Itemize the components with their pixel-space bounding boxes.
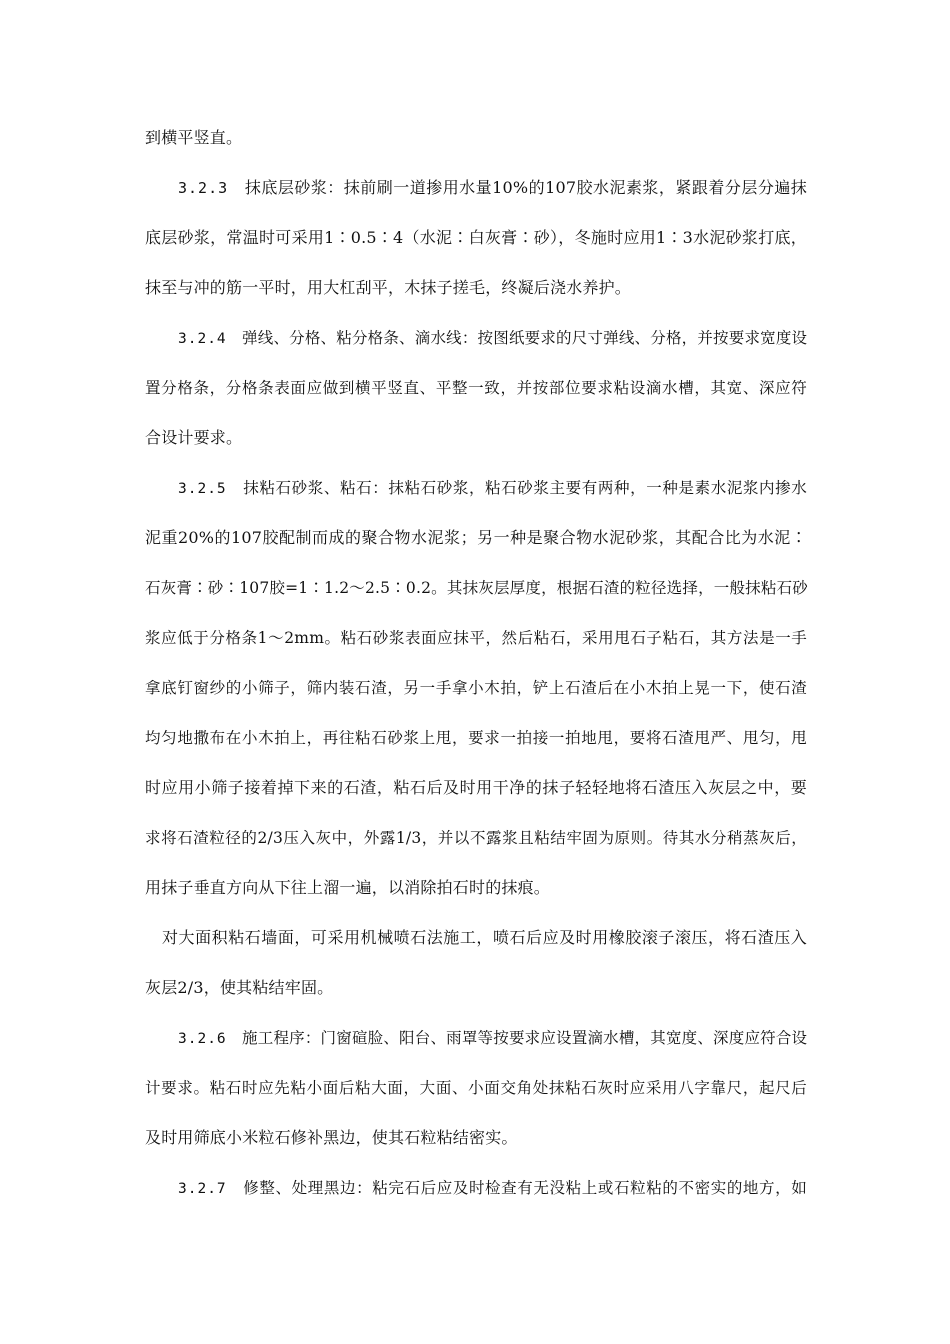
paragraph-line bbox=[145, 878, 807, 898]
line-text: 合设计要求。 bbox=[145, 428, 243, 447]
section-heading-line bbox=[178, 478, 807, 499]
line-text: 拿底钉窗纱的小筛子，筛内装石渣，另一手拿小木拍，铲上石渣后在小木拍上晃一下，使石渣 bbox=[145, 679, 807, 697]
line-text: 底层砂浆，常温时可采用1∶0.5∶4（水泥∶白灰膏∶砂），冬施时应用1∶3水泥砂浆打底， bbox=[145, 228, 807, 247]
section-number: 3.2.3 bbox=[178, 179, 229, 197]
paragraph-line bbox=[145, 828, 807, 848]
line-text: 灰层2/3，使其粘结牢固。 bbox=[145, 978, 334, 997]
section-number: 3.2.5 bbox=[178, 481, 227, 497]
paragraph-line bbox=[145, 628, 807, 648]
line-text: 施工程序：门窗碹脸、阳台、雨罩等按要求应设置滴水槽，其宽度、深度应符合设 bbox=[242, 1029, 808, 1047]
paragraph-line bbox=[145, 578, 807, 598]
section-number: 3.2.6 bbox=[178, 1031, 227, 1047]
line-text: 弹线、分格、粘分格条、滴水线：按图纸要求的尺寸弹线、分格，并按要求宽度设 bbox=[242, 329, 808, 347]
line-text: 置分格条，分格条表面应做到横平竖直、平整一致，并按部位要求粘设滴水槽，其宽、深应符 bbox=[145, 379, 807, 397]
line-text: 时应用小筛子接着掉下来的石渣，粘石后及时用干净的抹子轻轻地将石渣压入灰层之中，要 bbox=[145, 778, 807, 797]
paragraph-line bbox=[162, 928, 807, 948]
line-text: 用抹子垂直方向从下往上溜一遍，以消除拍石时的抹痕。 bbox=[145, 878, 551, 897]
paragraph-line bbox=[145, 678, 807, 698]
line-text: 石灰膏∶砂∶107胶=1∶1.2～2.5∶0.2。其抹灰层厚度，根据石渣的粒径选择，一般抹粘石砂 bbox=[145, 579, 808, 597]
paragraph-line bbox=[145, 1078, 807, 1098]
section-heading-line bbox=[178, 1178, 807, 1199]
line-text: 抹底层砂浆：抹前刷一道掺用水量10%的107胶水泥素浆，紧跟着分层分遍抹 bbox=[244, 178, 807, 197]
line-text: 抹至与冲的筋一平时，用大杠刮平，木抹子搓毛，终凝后浇水养护。 bbox=[145, 278, 632, 297]
section-number: 3.2.4 bbox=[178, 331, 227, 347]
section-number: 3.2.7 bbox=[178, 1181, 227, 1197]
line-text: 均匀地撒布在小木拍上，再往粘石砂浆上甩，要求一拍接一拍地甩，要将石渣甩严、甩匀，甩 bbox=[145, 729, 807, 747]
paragraph-line bbox=[145, 228, 807, 248]
paragraph-line bbox=[145, 378, 807, 398]
line-text: 计要求。粘石时应先粘小面后粘大面，大面、小面交角处抹粘石灰时应采用八字靠尺，起尺后 bbox=[145, 1079, 807, 1097]
section-heading-line bbox=[178, 328, 807, 349]
section-heading-line bbox=[178, 178, 807, 198]
line-text: 及时用筛底小米粒石修补黑边，使其石粒粘结密实。 bbox=[145, 1128, 518, 1147]
paragraph-line bbox=[145, 778, 807, 798]
line-text: 泥重20%的107胶配制而成的聚合物水泥浆；另一种是聚合物水泥砂浆，其配合比为水泥∶ bbox=[145, 528, 807, 547]
line-text: 抹粘石砂浆、粘石：抹粘石砂浆，粘石砂浆主要有两种，一种是素水泥浆内掺水 bbox=[243, 479, 807, 497]
line-text: 修整、处理黑边：粘完石后应及时检查有无没粘上或石粒粘的不密实的地方，如 bbox=[243, 1179, 807, 1197]
line-text: 浆应低于分格条1～2mm。粘石砂浆表面应抹平，然后粘石，采用甩石子粘石，其方法是一手 bbox=[145, 629, 807, 647]
paragraph-line bbox=[145, 978, 807, 998]
paragraph-line bbox=[145, 528, 807, 548]
section-heading-line bbox=[178, 1028, 807, 1049]
line-text: 求将石渣粒径的2/3压入灰中，外露1/3，并以不露浆且粘结牢固为原则。待其水分稍蒸灰后， bbox=[145, 829, 807, 847]
line-text: 对大面积粘石墙面，可采用机械喷石法施工，喷石后应及时用橡胶滚子滚压，将石渣压入 bbox=[162, 928, 807, 947]
paragraph-line bbox=[145, 128, 807, 148]
paragraph-line bbox=[145, 728, 807, 748]
paragraph-line bbox=[145, 428, 807, 448]
paragraph-line bbox=[145, 1128, 807, 1148]
paragraph-line bbox=[145, 278, 807, 298]
line-text: 到横平竖直。 bbox=[145, 128, 243, 147]
